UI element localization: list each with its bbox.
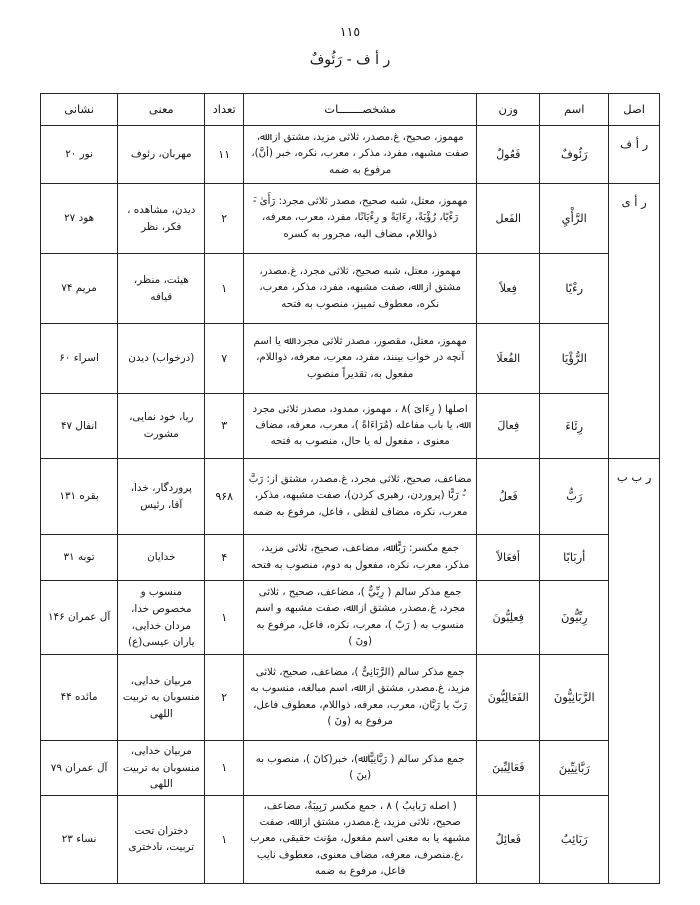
table-row [41, 126, 660, 184]
noun-cell: رِبِّيُّونَ [540, 581, 609, 655]
noun-cell: الرَّبَانِيُّونَ [540, 655, 609, 741]
noun-cell: رِئَاءَ [540, 394, 609, 459]
characteristics-cell: مهموز، معتل، مقصور، مصدر ثلاثی مجرد: ﷲ یا اسم آنچه در خواب بینند، مفرد، معرب، معرفه، ذواللام، مفعول به، تقدیراً منصوب [243, 324, 476, 394]
reference-cell: نور ۲۰ [41, 126, 118, 184]
pattern-cell: أفعَالاً [477, 535, 540, 581]
meaning-cell: هیئت، منظر، قیافه [118, 254, 205, 324]
count-cell: ۷ [205, 324, 244, 394]
table-row [41, 741, 660, 796]
characteristics-cell: مهموز، معتل، شبه صحیح، ثلاثی مجرد، غ.مصدر، مشتق از: ﷲ، صفت مشبهه، مفرد، مذکر، معرب، نکره، معطوف تمییز، منصوب به فتحه [243, 254, 476, 324]
noun-cell: الرَّأْيِ [540, 184, 609, 254]
noun-cell: الرُّؤْيَا [540, 324, 609, 394]
count-cell: ۱۱ [205, 126, 244, 184]
count-cell: ۲ [205, 184, 244, 254]
header-reference: نشانی [41, 94, 118, 126]
pattern-cell: فَعَالِيِّينَ [477, 741, 540, 796]
header-noun: اسم [540, 94, 609, 126]
noun-cell: أربَابًا [540, 535, 609, 581]
meaning-cell: مربیان خدایی، منسوبان به تربیت اللهی [118, 655, 205, 741]
reference-cell: آل عمران ۷۹ [41, 741, 118, 796]
count-cell: ۲ [205, 655, 244, 741]
root-cell: ر أ ی [609, 184, 660, 459]
noun-cell: رَبَّانِيِّينَ [540, 741, 609, 796]
meaning-cell: مربیان خدایی، منسوبان به تربیت اللهی [118, 741, 205, 796]
count-cell: ۱ [205, 581, 244, 655]
count-cell: ۹۶۸ [205, 459, 244, 535]
pattern-cell: فِعلِيُّونَ [477, 581, 540, 655]
meaning-cell: منسوب و مخصوص خدا، مردان خدایی، یاران عیسی(ع) [118, 581, 205, 655]
noun-cell: رَبُّ [540, 459, 609, 535]
header-pattern: وزن [477, 94, 540, 126]
pattern-cell: فِعلاً [477, 254, 540, 324]
header-characteristics: مشخصـــــــات [243, 94, 476, 126]
reference-cell: انفال ۴۷ [41, 394, 118, 459]
meaning-cell: ریا، خود نمایی، مشورت [118, 394, 205, 459]
root-cell: ر ب ب [609, 459, 660, 884]
characteristics-cell: مهموز، معتل، شبه صحیح، مصدر ثلاثی مجرد: رَأَىٰ -َ رَءْيًا، رُؤْيَةً، رِءَايَةً و رِءْيَانًا، مفرد، معرب، معرفه، ذواللام، مضاف الیه، مجرور به کسره [243, 184, 476, 254]
morphology-table-container [40, 93, 660, 884]
header-count: تعداد [205, 94, 244, 126]
noun-cell: رءْيًا [540, 254, 609, 324]
meaning-cell: دیدن، مشاهده ، فکر، نظر [118, 184, 205, 254]
header-meaning: معنی [118, 94, 205, 126]
noun-cell: رَئُوفٌ [540, 126, 609, 184]
reference-cell: توبه ۳۱ [41, 535, 118, 581]
table-row [41, 394, 660, 459]
pattern-cell: فَعائِلُ [477, 795, 540, 883]
pattern-cell: الفَعَالِيُّونَ [477, 655, 540, 741]
meaning-cell: مهربان، رئوف [118, 126, 205, 184]
characteristics-cell: جمع مذکر سالم ( رِبِّيٌّ )، مضاعف، صحیح ، ثلاثی مجرد، غ.مصدر، مشتق از: ﷲ، صفت مشبهه و اسم منسوب به ( رَبّ )، معرب، نکره، فاعل، مرفوع به (ونَ ) [243, 581, 476, 655]
reference-cell: هود ۲۷ [41, 184, 118, 254]
noun-cell: رَبَائِبُ [540, 795, 609, 883]
meaning-cell: پروردگار، خدا، آقا، رئیس [118, 459, 205, 535]
characteristics-cell: اصلها ( رِءَاىَ )٨ ، مهموز، ممدود، مصدر ثلاثی مجرد ﷲ، یا باب مفاعله (مُرَاءَاةً )، معرب، معرفه، مضاف معنوی ، مفعول له یا حال، منصوب به فتحه [243, 394, 476, 459]
pattern-cell: الفُعلَا [477, 324, 540, 394]
meaning-cell: (درخواب) دیدن [118, 324, 205, 394]
table-row [41, 459, 660, 535]
characteristics-cell: جمع مذکر سالم ( رَبَّانِيًّا ﷲ)، خبر(کانَ )، منصوب به (ینَ ) [243, 741, 476, 796]
count-cell: ۱ [205, 254, 244, 324]
pattern-cell: فَعلُ [477, 459, 540, 535]
table-row [41, 655, 660, 741]
morphology-table [40, 93, 660, 884]
characteristics-cell: مضاعف، صحیح، ثلاثی مجرد، غ.مصدر، مشتق از: رَبَّ -ُ رَبًّا (پروردن، رهبری کردن)، صفت مشبهه، مذکر، معرب، نکره، مضاف لفظی ، فاعل، مرفوع به ضمه [243, 459, 476, 535]
table-row [41, 184, 660, 254]
reference-cell: بقره ۱۳۱ [41, 459, 118, 535]
table-row [41, 324, 660, 394]
page-number: ١١٥ [339, 24, 361, 39]
meaning-cell: دختران تحت تربیت، نادختری [118, 795, 205, 883]
meaning-cell: خدایان [118, 535, 205, 581]
reference-cell: آل عمران ۱۴۶ [41, 581, 118, 655]
reference-cell: نساء ۲۳ [41, 795, 118, 883]
table-row [41, 581, 660, 655]
reference-cell: مائده ۴۴ [41, 655, 118, 741]
pattern-cell: فِعالَ [477, 394, 540, 459]
reference-cell: اسراء ۶۰ [41, 324, 118, 394]
root-cell: ر أ ف [609, 126, 660, 184]
characteristics-cell: جمع مذکر سالم (الرَّبَانِیُّ )، مضاعف، صحیح، ثلاثی مزید، غ.مصدر، مشتق از: ﷲ، اسم مبالغه، منسوب به رَبّ یا رَبَّان، معرب، معرفه، ذواللام، معطوف فاعل، مرفوع به (ونَ ) [243, 655, 476, 741]
table-row [41, 535, 660, 581]
reference-cell: مریم ۷۴ [41, 254, 118, 324]
count-cell: ۳ [205, 394, 244, 459]
page-title: ر أ ف - رَئُوفٌ [309, 52, 391, 68]
table-row [41, 254, 660, 324]
characteristics-cell: مهموز، صحیح، غ.مصدر، ثلاثی مزید، مشتق از: ﷲ، صفت مشبهه، مفرد، مذکر ، معرب، نکره، خبر (أنَّ)، مرفوع به ضمه [243, 126, 476, 184]
table-row [41, 795, 660, 883]
characteristics-cell: جمع مکسر: رَبًّا ﷲ، مضاعف، صحیح، ثلاثی مزید، مذکر، معرب، نکره، مفعول به دوم، منصوب به فتحه [243, 535, 476, 581]
count-cell: ۱ [205, 741, 244, 796]
count-cell: ۴ [205, 535, 244, 581]
pattern-cell: فَعُولٌ [477, 126, 540, 184]
table-header [41, 94, 660, 126]
pattern-cell: الفَعل [477, 184, 540, 254]
header-root: اصل [609, 94, 660, 126]
characteristics-cell: ( اصله رَبایبُ ) ٨ ، جمع مکسر رَبِيبَةٌ، مضاعف، صحیح، ثلاثی مزید، غ.مصدر، مشتق از: ﷲ، صفت مشبهه یا به معنی اسم مفعول، مؤنث حقیقی، معرب ،غ.منصرف، معرفه، مضاف معنوی، معطوف نایب فاعل، مرفوع به ضمه [243, 795, 476, 883]
count-cell: ۱ [205, 795, 244, 883]
